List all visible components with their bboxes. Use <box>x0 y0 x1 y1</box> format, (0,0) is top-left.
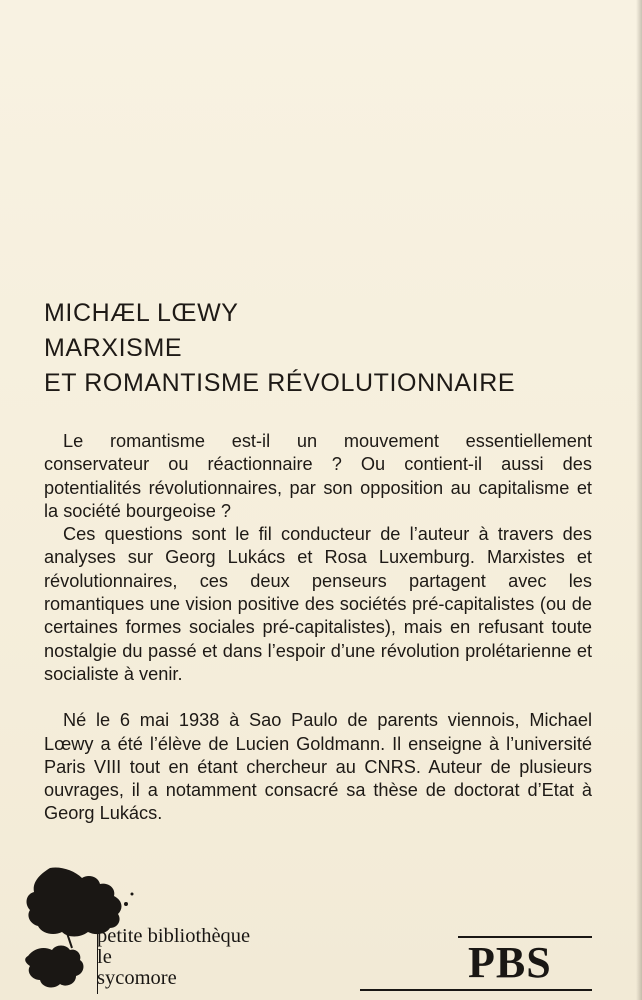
pbs-badge <box>360 930 592 992</box>
blurb <box>44 430 592 826</box>
badge-bottom-rule <box>360 989 592 991</box>
series-line-3: sycomore <box>97 967 177 989</box>
blurb-paragraph-2: Ces questions sont le fil conducteur de l’auteur à travers des analyses sur Georg Lukács et Rosa Luxemburg. Marxistes et révolutionnaires, ces deux penseurs partagent avec les romantiques une vision positive des sociétés pré-capitalistes (ou de certaines formes sociales pré-capitalistes), mais en refusant toute nostalgie du passé et dans l’espoir d’une révolution prolétarienne et socialiste à venir. <box>44 524 592 684</box>
author-bio-paragraph: Né le 6 mai 1938 à Sao Paulo de parents viennois, Michael Lœwy a été l’élève de Lucien Goldmann. Il enseigne à l’université Paris VIII tout en étant chercheur au CNRS. Auteur de plusieurs ouvrages, il a notamment consacré sa thèse de doctorat d’Etat à Georg Lukács. <box>44 710 592 824</box>
page-edge-shadow <box>636 0 642 1000</box>
series-name <box>97 926 250 989</box>
author-name: MICHÆL LŒWY <box>44 299 239 327</box>
series-line-2: le <box>97 946 112 968</box>
book-title-line-1: MARXISME <box>44 334 183 362</box>
publisher-logo <box>22 864 302 1000</box>
series-line-1: petite bibliothèque <box>97 925 251 947</box>
blurb-paragraph-1: Le romantisme est-il un mouvement essentiellement conservateur ou réactionnaire ? Ou contient-il aussi des potentialités révolutionnaires, par son opposition au capitalisme et la société bourgeoise ? <box>44 431 592 521</box>
book-title-line-2: ET ROMANTISME RÉVOLUTIONNAIRE <box>44 369 516 397</box>
badge-label: PBS <box>468 938 552 987</box>
title-block <box>44 296 604 401</box>
